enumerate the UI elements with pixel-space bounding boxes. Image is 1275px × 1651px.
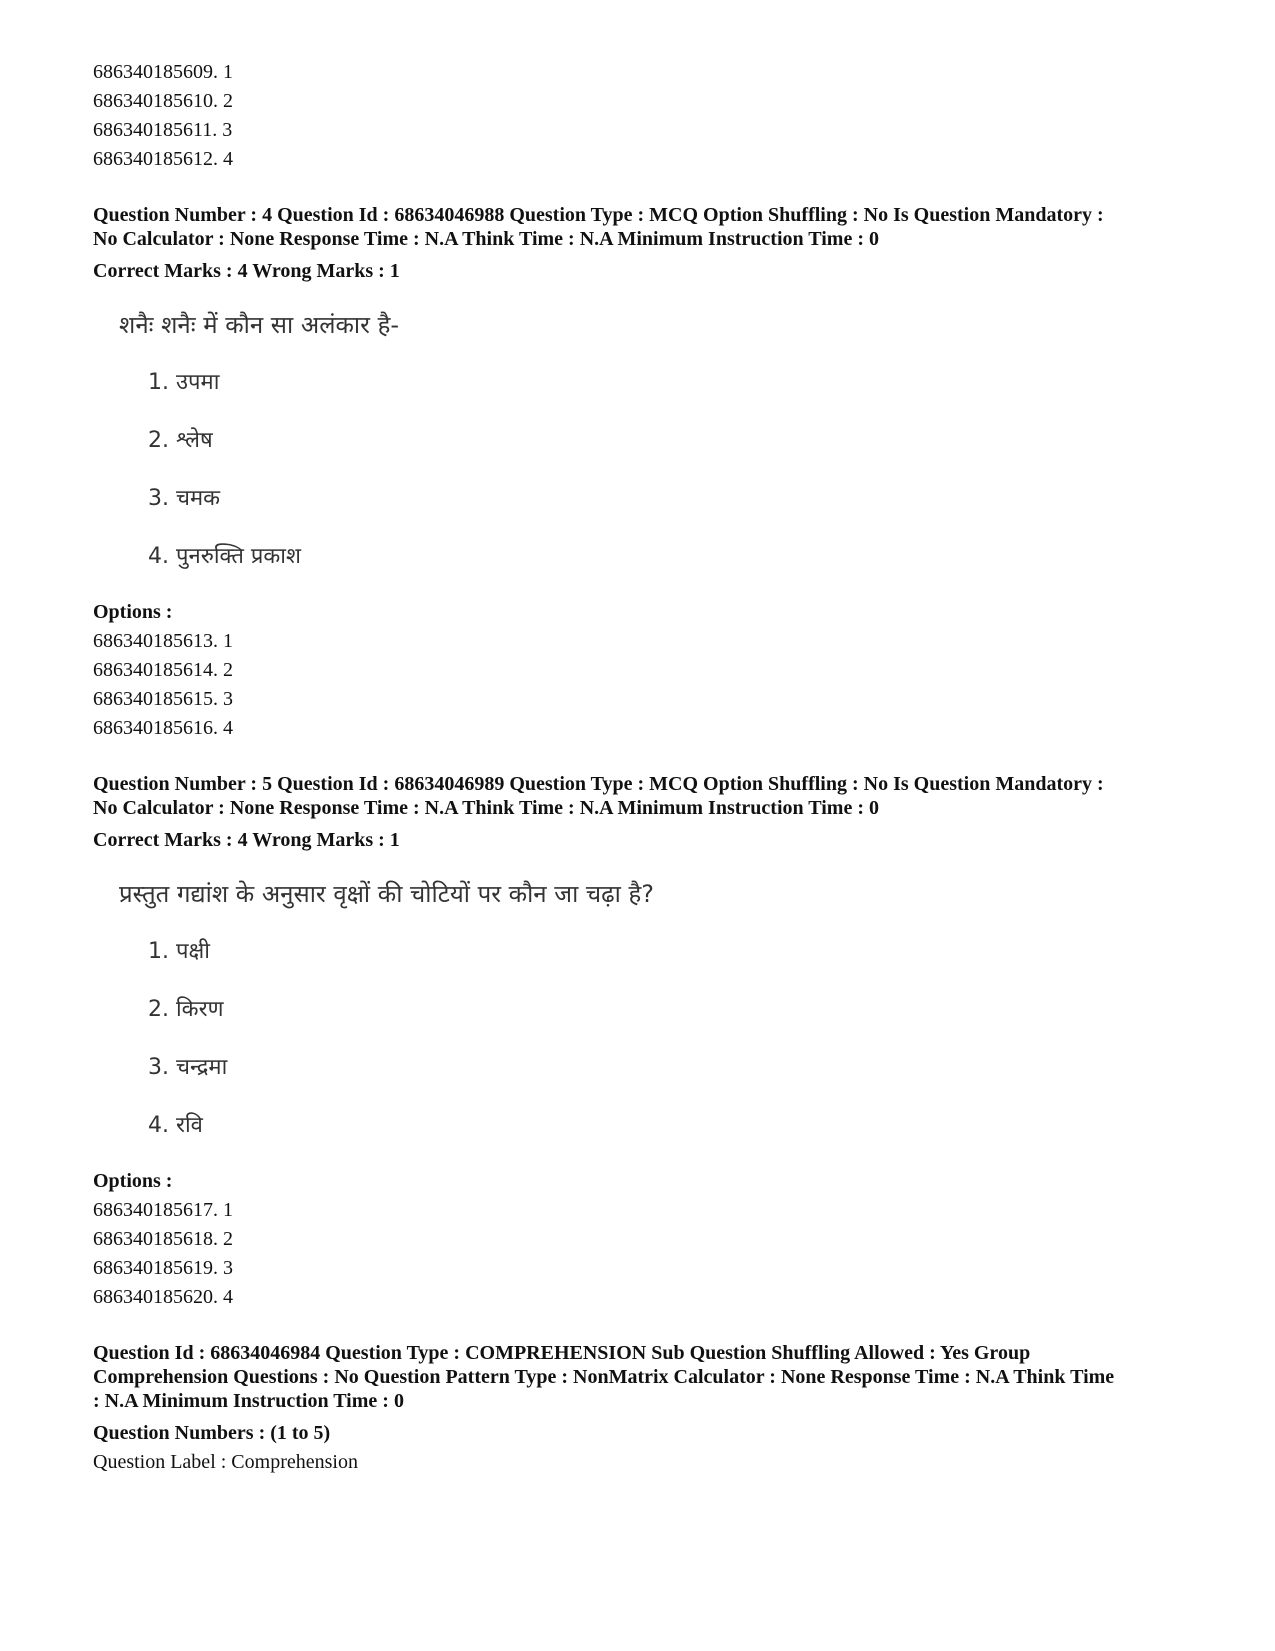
question-text: प्रस्तुत गद्यांश के अनुसार वृक्षों की चोटियों पर कौन जा चढ़ा है? (119, 880, 654, 908)
comprehension-block (93, 1341, 1213, 1477)
comprehension-header: Question Id : 68634046984 Question Type : COMPREHENSION Sub Question Shuffling Allowed : Yes Group (93, 1342, 1031, 1364)
document-page (93, 58, 1213, 1477)
option-item: 686340185618. 2 (93, 1228, 233, 1250)
question-numbers: Question Numbers : (1 to 5) (93, 1422, 331, 1444)
option-item: 686340185620. 4 (93, 1286, 233, 1308)
question-choice: 2. किरण (148, 997, 224, 1022)
question-choice: 2. श्लेष (148, 428, 213, 453)
question-choice: 3. चमक (148, 486, 221, 511)
option-item: 686340185619. 3 (93, 1257, 233, 1279)
question-block-4 (93, 203, 1213, 743)
question-choice: 3. चन्द्रमा (148, 1055, 228, 1080)
option-item: 686340185614. 2 (93, 659, 233, 681)
comprehension-header: : N.A Minimum Instruction Time : 0 (93, 1390, 404, 1412)
question-choice: 4. रवि (148, 1113, 203, 1138)
question-text: शनैः शनैः में कौन सा अलंकार है- (119, 311, 399, 339)
question-choice: 1. पक्षी (148, 939, 210, 964)
option-item: 686340185612. 4 (93, 148, 233, 170)
question-block-5 (93, 772, 1213, 1312)
question-choice: 4. पुनरुक्ति प्रकाश (148, 544, 301, 569)
previous-options-list (93, 58, 1213, 174)
question-content (93, 286, 1213, 598)
option-item: 686340185609. 1 (93, 61, 233, 83)
question-content (93, 855, 1213, 1167)
question-marks: Correct Marks : 4 Wrong Marks : 1 (93, 260, 400, 282)
options-label: Options : (93, 1170, 173, 1192)
options-label: Options : (93, 601, 173, 623)
option-item: 686340185611. 3 (93, 119, 233, 141)
question-header: Question Number : 5 Question Id : 68634046989 Question Type : MCQ Option Shuffling : No Is Question Mandatory : (93, 773, 1104, 795)
comprehension-header: Comprehension Questions : No Question Pattern Type : NonMatrix Calculator : None Response Time : N.A Think Time (93, 1366, 1115, 1388)
option-item: 686340185610. 2 (93, 90, 233, 112)
question-label: Question Label : Comprehension (93, 1451, 358, 1473)
option-item: 686340185617. 1 (93, 1199, 233, 1221)
question-marks: Correct Marks : 4 Wrong Marks : 1 (93, 829, 400, 851)
question-choice: 1. उपमा (148, 370, 220, 395)
option-item: 686340185616. 4 (93, 717, 233, 739)
question-header: No Calculator : None Response Time : N.A Think Time : N.A Minimum Instruction Time : 0 (93, 797, 879, 819)
question-header: No Calculator : None Response Time : N.A Think Time : N.A Minimum Instruction Time : 0 (93, 228, 879, 250)
question-header: Question Number : 4 Question Id : 68634046988 Question Type : MCQ Option Shuffling : No Is Question Mandatory : (93, 204, 1104, 226)
option-item: 686340185613. 1 (93, 630, 233, 652)
option-item: 686340185615. 3 (93, 688, 233, 710)
